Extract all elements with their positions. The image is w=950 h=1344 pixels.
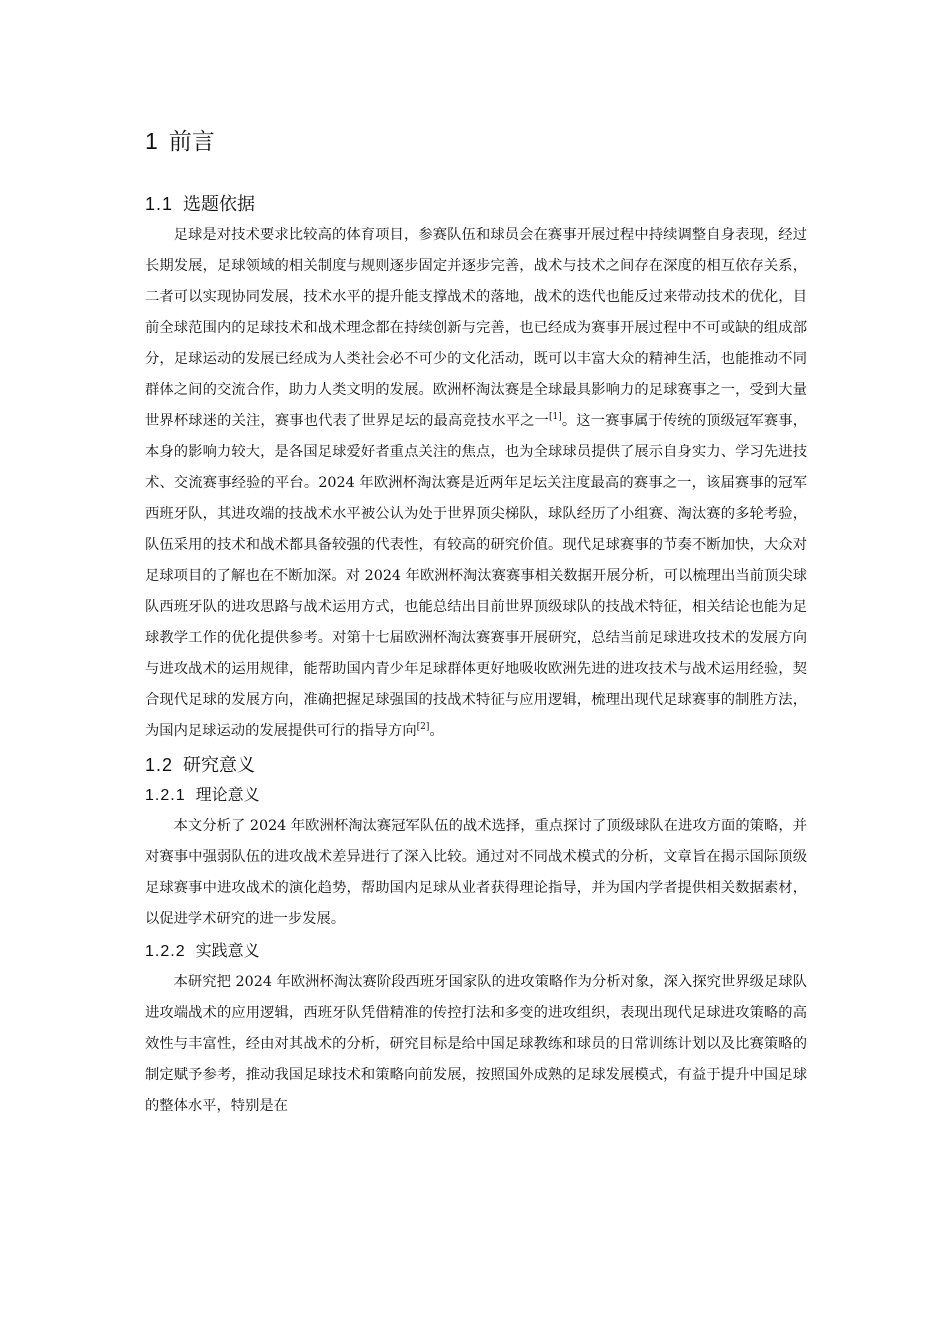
- subsection-title: 实践意义: [195, 943, 260, 960]
- chapter-number: 1: [145, 128, 159, 154]
- section-number: 1.1: [145, 194, 174, 214]
- section-number: 1.2: [145, 755, 174, 775]
- subsection-number: 1.2.1: [145, 787, 186, 804]
- citation: [1]: [548, 412, 562, 423]
- subsection-title: 理论意义: [195, 787, 260, 804]
- paragraph-theoretical-significance: 本文分析了 2024 年欧洲杯淘汰赛冠军队伍的战术选择，重点探讨了顶级球队在进攻方面的策略，并对赛事中强弱队伍的进攻战术差异进行了深入比较。通过对不同战术模式的分析，文章旨在揭示国际顶级足球赛事中进攻战术的演化趋势，帮助国内足球从业者获得理论指导，并为国内学者提供相关数据素材，以促进学术研究的进一步发展。: [145, 818, 807, 927]
- paragraph-topic-basis: [145, 220, 807, 747]
- document-body: [145, 123, 807, 1122]
- paragraph-text: 。: [429, 723, 444, 739]
- subsection-number: 1.2.2: [145, 943, 186, 960]
- paragraph-text: 足球是对技术要求比较高的体育项目，参赛队伍和球员会在赛事开展过程中持续调整自身表现，经过长期发展，足球领域的相关制度与规则逐步固定并逐步完善，战术与技术之间存在深度的相互依存关系，二者可以实现协同发展，技术水平的提升能支撑战术的落地，战术的迭代也能反过来带动技术的优化，目前全球范围内的足球技术和战术理念都在持续创新与完善，也已经成为赛事开展过程中不可或缺的组成部分，足球运动的发展已经成为人类社会必不可少的文化活动，既可以丰富大众的精神生活，也能推动不同群体之间的交流合作，助力人类文明的发展。欧洲杯淘汰赛是全球最具影响力的足球赛事之一，受到大量世界杯球迷的关注，赛事也代表了世界足坛的最高竞技水平之一: [145, 227, 807, 429]
- citation: [2]: [416, 722, 430, 733]
- subsection-heading-1-2-2: [145, 937, 807, 967]
- subsection-heading-1-2-1: [145, 781, 807, 811]
- paragraph-practical-significance: 本研究把 2024 年欧洲杯淘汰赛阶段西班牙国家队的进攻策略作为分析对象，深入探究世界级足球队进攻端战术的应用逻辑，西班牙队凭借精准的传控打法和多变的进攻组织，表现出现代足球进攻策略的高效性与丰富性，经由对其战术的分析，研究目标是给中国足球教练和球员的日常训练计划以及比赛策略的制定赋予参考，推动我国足球技术和策略向前发展，按照国外成熟的足球发展模式，有益于提升中国足球的整体水平，特别是在: [145, 974, 807, 1114]
- section-heading-1-2: [145, 749, 807, 781]
- chapter-heading: [145, 123, 807, 159]
- section-title: 研究意义: [183, 755, 256, 775]
- paragraph-text: 。这一赛事属于传统的顶级冠军赛事，本身的影响力较大，是各国足球爱好者重点关注的焦点，也为全球球员提供了展示自身实力、学习先进技术、交流赛事经验的平台。2024 年欧洲杯淘汰赛是近两年足坛关注度最高的赛事之一，该届赛事的冠军西班牙队，其进攻端的技战术水平被公认为处于世界顶尖梯队，球队经历了小组赛、淘汰赛的多轮考验，队伍采用的技术和战术都具备较强的代表性，有较高的研究价值。现代足球赛事的节奏不断加快，大众对足球项目的了解也在不断加深。对 2024 年欧洲杯淘汰赛赛事相关数据开展分析，可以梳理出当前顶尖球队西班牙队的进攻思路与战术运用方式，也能总结出目前世界顶级球队的技战术特征，相关结论也能为足球教学工作的优化提供参考。对第十七届欧洲杯淘汰赛赛事开展研究，总结当前足球进攻技术的发展方向与进攻战术的运用规律，能帮助国内青少年足球群体更好地吸收欧洲先进的进攻技术与战术运用经验，契合现代足球的发展方向，准确把握足球强国的技战术特征与应用逻辑，梳理出现代足球赛事的制胜方法，为国内足球运动的发展提供可行的指导方向: [145, 413, 808, 739]
- chapter-title: 前言: [168, 128, 215, 154]
- section-title: 选题依据: [183, 194, 256, 214]
- section-heading-1-1: [145, 188, 807, 220]
